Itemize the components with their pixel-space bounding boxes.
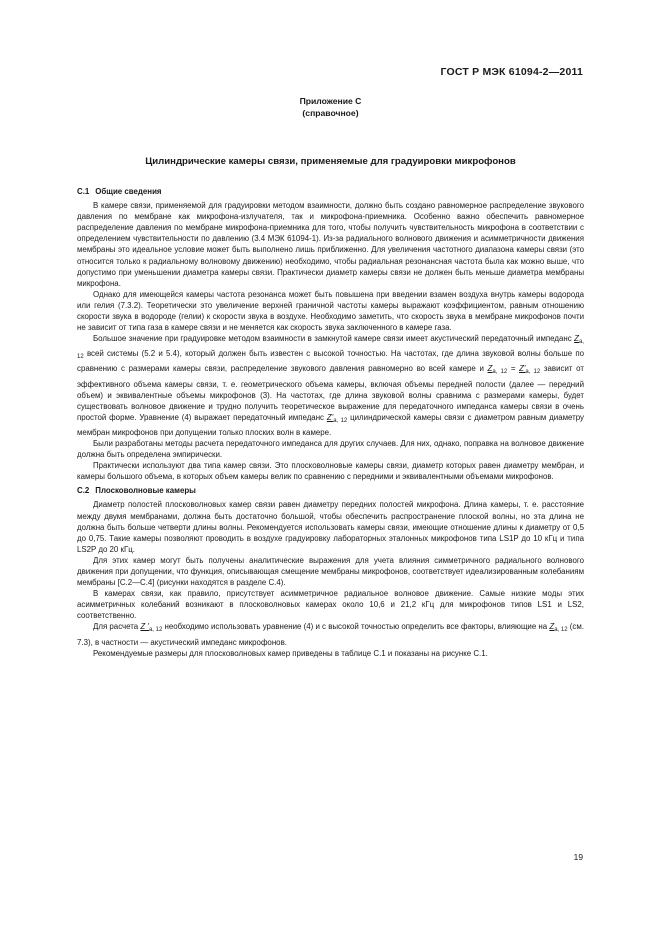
document-body	[77, 186, 584, 659]
section-heading	[77, 485, 584, 496]
text-run: всей системы (5.2 и 5.4), который должен быть известен с высокой точностью. На частотах, где длина звуковой волны больше по сравнению с размерами камеры связи, распределение звукового давления равномерно во всей камере и	[77, 349, 584, 374]
impedance-symbol: Z '	[140, 622, 149, 632]
symbol-subscript: a, 12	[492, 369, 508, 376]
paragraph: В камерах связи, как правило, присутствует асимметричное радиальное волновое движение. Самые низкие моды этих асимметричных колебаний возникают в плосковолновых камерах около 10,6 и 21,2 кГц для микрофонов типов LS1 и LS2, соответственно.	[77, 589, 584, 621]
paragraph-with-formulas	[77, 621, 584, 647]
symbol-subscript: a, 12	[77, 339, 584, 361]
text-run: =	[510, 364, 516, 374]
text-run: Для расчета	[93, 622, 139, 632]
paragraph: Для этих камер могут быть получены аналитические выражения для учета влияния симметричного радиального волнового движения при допущении, что функция, описывающая смещение мембраны микрофонов, соответствует идеализированным колебаниям мембраны [С.2—С.4] (рисунки находятся в разделе С.4).	[77, 555, 584, 588]
symbol-subscript: a, 12	[525, 369, 541, 376]
impedance-symbol: Z	[487, 364, 493, 374]
text-run: цилиндрической камеры связи с диаметром равным диаметру мембран микрофонов при допущении только плоских волн в камере.	[77, 412, 584, 437]
section-title: Плосковолновые камеры	[95, 486, 196, 496]
paragraph: Рекомендуемые размеры для плосковолновых камер приведены в таблице С.1 и показаны на рисунке С.1.	[93, 648, 488, 658]
symbol-subscript: a, 12	[148, 627, 163, 634]
section-title: Общие сведения	[95, 187, 162, 196]
symbol-subscript: a, 12	[333, 417, 348, 424]
paragraph: Однако для имеющейся камеры частота резонанса может быть повышена при введении взамен воздуха внутрь камеры водорода или гелия (7.3.2). Теоретически это увеличение верхней граничной частоты камеры выражают коэффициентом, равным отношению скорости звука в водороде (гелии) к скорости звука в воздухе. Необходимо заметить, что скорость звука в мембране микрофонов почти не зависит от типа газа в камере связи и не меняется как скорость звука заключенного в камере газа.	[77, 289, 584, 333]
paragraph: Диаметр полостей плосковолновых камер связи равен диаметру передних полостей микрофона. Длина камеры, т. е. расстояние между двумя мембранами, должна быть достаточно большой, чтобы обеспечить распространение плоской волны, но эта длина не должна быть больше четверти длины волны. Рекомендуется использовать камеры связи, имеющие отношение длины к диаметру от 0,5 до 0,75. Такие камеры позволяют проводить в воздухе градуировку лабораторных эталонных микрофонов типа LS1P до 10 кГц и типа LS2P до 20 кГц.	[77, 500, 584, 554]
paragraph-with-formulas	[77, 333, 584, 438]
impedance-symbol: Z'	[326, 412, 334, 422]
symbol-subscript: a, 12	[554, 627, 568, 634]
paragraph: Практически используют два типа камер связи. Это плосковолновые камеры связи, диаметр которых равен диаметру мембран, и камеры большого объема, в которых объем камеры велик по сравнению с передними и эквивалентными объемами микрофонов.	[77, 461, 584, 482]
section-number: С.1	[77, 187, 90, 196]
section-heading	[77, 186, 584, 197]
annex-title: Цилиндрические камеры связи, применяемые для градуировки микрофонов	[145, 156, 516, 167]
impedance-symbol: Z	[549, 622, 555, 632]
annex-type: (справочное)	[302, 108, 359, 118]
paragraph: Были разработаны методы расчета передаточного импеданса для других случаев. Для них, однако, поправка на волновое движение должна быть определена эмпирически.	[77, 438, 584, 460]
annex-label: Приложение С	[299, 96, 362, 106]
impedance-symbol: Z'	[519, 364, 526, 374]
text-run: необходимо использовать уравнение (4) и с высокой точностью определить все факторы, влияющие на	[164, 622, 548, 632]
impedance-symbol: Z	[574, 334, 579, 344]
text-run: зависит от эффективного объема камеры связи, т. е. геометрического объема камеры, включая объемы передней полости (далее — передний объем) и эквивалентные объемы микрофонов (3). На частотах, где длина звуковой волны сравнима с размерами камеры, будет существовать волновое движение и трудно получить теоретическое выражение для передаточного импеданса камеры связи в очень простой форме. Уравнение (4) выражает передаточный импеданс	[77, 364, 584, 422]
page-number: 19	[573, 852, 583, 862]
paragraph: В камере связи, применяемой для градуировки методом взаимности, должно быть создано равномерное распределение звукового давления по мембране как микрофона-излучателя, так и микрофона-приемника. Особенно важно обеспечить равномерное распределение давления по мембране микрофона-приемника для того, чтобы получить чувствительность микрофона в соответствии с определением чувствительности по давлению (3.4 МЭК 61094-1). Из-за радиального волнового движения и асимметричности движения мембраны это идеальное условие может быть выполнено лишь приближенно. Для увеличения частотного диапазона камеры связи (это относится только к радиальному волновому движению) необходимо, чтобы радиальная резонансная частота была как можно выше, что допустимо при уменьшении диаметра камеры связи. Практически диаметр камеры связи не должен быть меньше диаметра мембраны микрофона.	[77, 201, 584, 288]
text-run: Большое значение при градуировке методом взаимности в замкнутой камере связи имеет акустический передаточный импеданс	[93, 334, 572, 344]
text-run: (см. 7.3), в частности — акустический импеданс микрофонов.	[77, 622, 584, 647]
standard-designation: ГОСТ Р МЭК 61094-2—2011	[440, 66, 583, 78]
section-number: С.2	[77, 486, 90, 496]
